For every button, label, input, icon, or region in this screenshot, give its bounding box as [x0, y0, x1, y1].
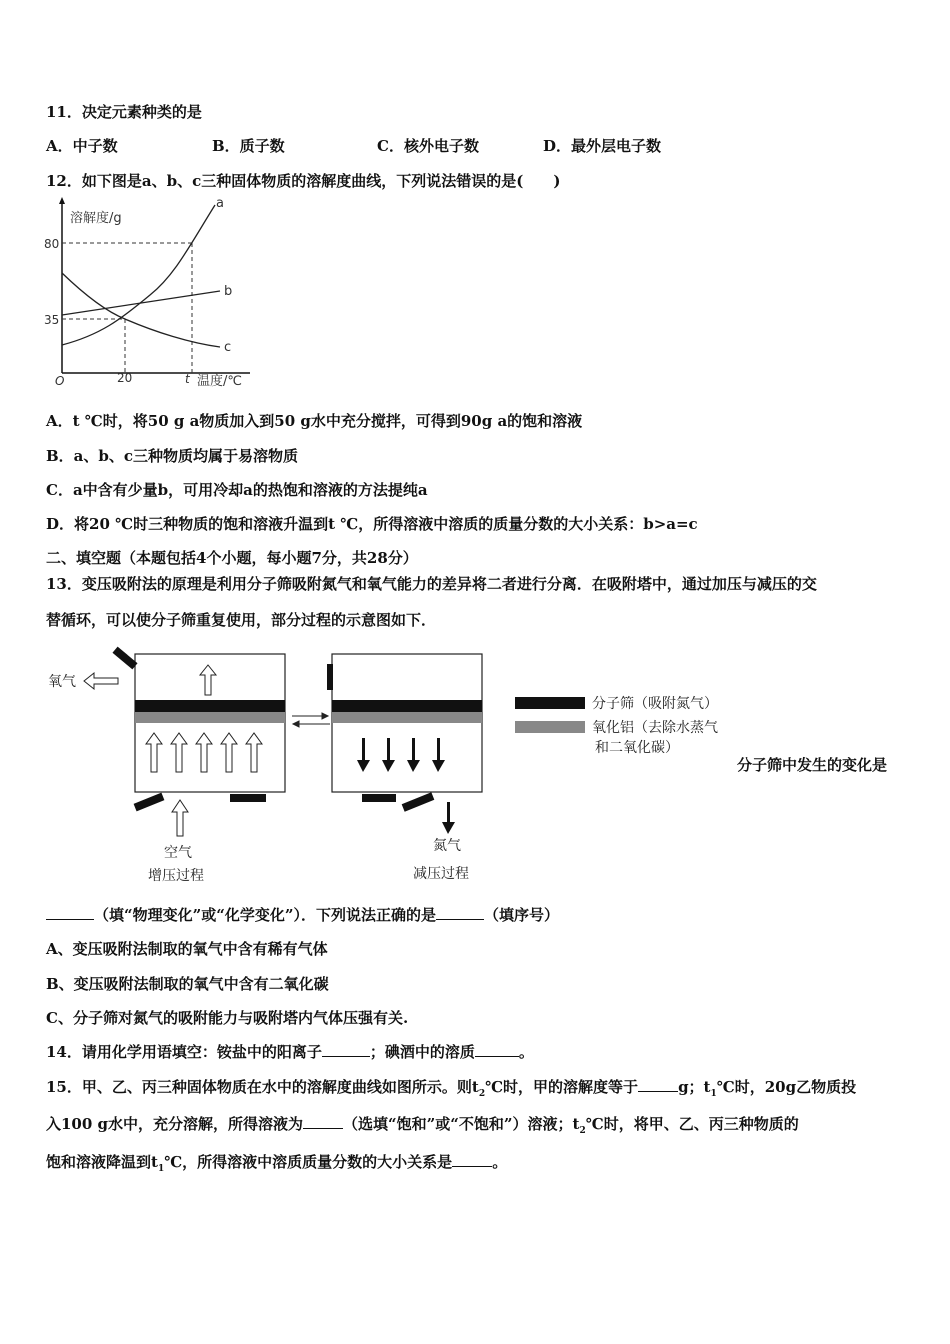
q11-option-c: C．核外电子数 — [377, 137, 479, 155]
bottom-right-valve-2 — [402, 792, 435, 811]
q15-line1: 15．甲、乙、丙三种固体物质在水中的溶解度曲线如图所示。则$t_2℃$时，甲的溶解度等于 g；$t_1℃$时，20g乙物质投 — [46, 1078, 857, 1099]
legend-alumina-line1: 氧化铝（去除水蒸气 — [592, 720, 718, 736]
q13-option-b: B、变压吸附法制取的氧气中含有二氧化碳 — [46, 975, 329, 993]
answer-blank[interactable] — [452, 1152, 492, 1167]
q13-stem-line2: 替循环，可以使分子筛重复使用，部分过程的示意图如下． — [46, 611, 437, 629]
q13-stem-line1: 13．变压吸附法的原理是利用分子筛吸附氮气和氧气能力的差异将二者进行分离．在吸附塔中，通过加压与减压的交 — [46, 575, 817, 593]
q11-stem: 11．决定元素种类的是 — [46, 103, 202, 121]
bottom-right-valve — [230, 794, 266, 802]
y-axis — [59, 197, 65, 373]
answer-blank[interactable] — [46, 905, 94, 920]
nitrogen-down-arrows — [357, 738, 445, 772]
depressurize-tower — [327, 654, 482, 812]
air-up-arrows — [146, 733, 262, 772]
depressurize-label: 减压过程 — [413, 866, 469, 882]
legend-alumina-swatch — [515, 721, 585, 733]
y-tick-80: 80 — [44, 237, 60, 251]
top-left-valve-2 — [327, 664, 333, 690]
answer-blank[interactable] — [303, 1114, 343, 1129]
curve-label-a: a — [216, 196, 224, 211]
q11-option-a: A．中子数 — [46, 137, 118, 155]
q14: 14．请用化学用语填空：铵盐中的阳离子 ；碘酒中的溶质 。 — [46, 1043, 534, 1061]
section-title: 二、填空题（本题包括4个小题，每小题7分，共28分） — [46, 549, 418, 567]
oxygen-up-arrow — [200, 665, 216, 695]
answer-blank[interactable] — [436, 905, 484, 920]
answer-blank[interactable] — [638, 1077, 678, 1092]
q15-line3: 饱和溶液降温到$t_1℃$，所得溶液中溶质质量分数的大小关系是 。 — [46, 1153, 508, 1174]
solubility-chart — [40, 195, 260, 395]
q13-question: （填“物理变化”或“化学变化”）．下列说法正确的是 （填序号） — [46, 905, 559, 925]
nitrogen-outlet-arrow — [442, 802, 455, 834]
answer-blank[interactable] — [475, 1042, 519, 1057]
pressurize-tower — [112, 647, 285, 812]
y-axis-label: 溶解度/g — [70, 211, 122, 226]
x-axis-label: 温度/℃ — [197, 374, 242, 389]
curve-label-c: c — [224, 340, 232, 355]
air-label: 空气 — [164, 845, 192, 861]
q12-option-a: A．t ℃时，将50 g a物质加入到50 g水中充分搅拌，可得到90g a的饱和溶液 — [46, 412, 583, 430]
oxygen-outlet-arrow — [84, 673, 118, 689]
bottom-left-valve — [134, 793, 165, 812]
x-tick-t: t — [185, 372, 190, 386]
exchange-arrows — [292, 713, 330, 727]
q13-side-text: 分子筛中发生的变化是 — [737, 756, 888, 774]
q12-option-b: B．a、b、c三种物质均属于易溶物质 — [46, 447, 299, 465]
air-inlet-arrow — [172, 800, 188, 836]
curve-c — [62, 273, 220, 347]
q13-option-c: C、分子筛对氮气的吸附能力与吸附塔内气体压强有关. — [46, 1009, 409, 1027]
q12-stem: 12．如下图是a、b、c三种固体物质的溶解度曲线，下列说法错误的是( ) — [46, 172, 561, 190]
q11-option-d: D．最外层电子数 — [543, 137, 662, 155]
q13-option-a: A、变压吸附法制取的氧气中含有稀有气体 — [46, 940, 328, 958]
legend-alumina-line2: 和二氧化碳） — [595, 740, 679, 756]
legend-sieve: 分子筛（吸附氮气） — [592, 696, 718, 712]
legend-sieve-swatch — [515, 697, 585, 709]
q11-option-b: B．质子数 — [212, 137, 285, 155]
q15-line2: 入100 g水中，充分溶解，所得溶液为 （选填“饱和”或“不饱和”）溶液；$t_2℃$时，将甲、乙、丙三种物质的 — [46, 1115, 799, 1136]
origin-label: O — [55, 374, 65, 388]
nitrogen-label: 氮气 — [433, 838, 461, 854]
q12-option-d: D．将20 ℃时三种物质的饱和溶液升温到t ℃，所得溶液中溶质的质量分数的大小关系：b>a=c — [46, 515, 698, 533]
pressurize-label: 增压过程 — [148, 868, 204, 884]
pressure-swing-diagram — [40, 640, 760, 890]
oxygen-label: 氧气 — [48, 674, 76, 690]
curve-label-b: b — [224, 284, 233, 299]
bottom-valve-2 — [362, 794, 396, 802]
q12-option-c: C．a中含有少量b，可用冷却a的热饱和溶液的方法提纯a — [46, 481, 428, 499]
answer-blank[interactable] — [322, 1042, 370, 1057]
y-tick-35: 35 — [44, 313, 60, 327]
top-left-valve — [112, 647, 137, 670]
x-tick-20: 20 — [117, 371, 133, 385]
